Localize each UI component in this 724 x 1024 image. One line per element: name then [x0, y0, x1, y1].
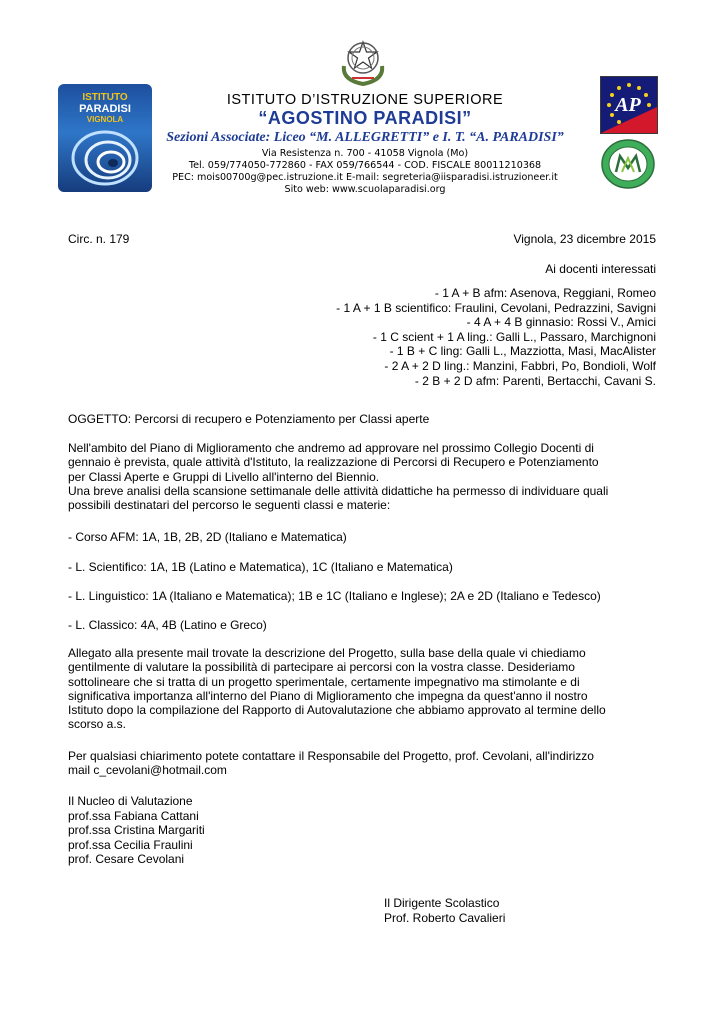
website-link[interactable]: Sito web: www.scuolaparadisi.org [284, 184, 446, 195]
recipients-title: Ai docenti interessati [545, 262, 656, 276]
paragraph-line: per Classi Aperte e Gruppi di Livello all'interno del Biennio. [68, 469, 380, 484]
spiral-staircase-icon [70, 128, 140, 186]
course-item: - Corso AFM: 1A, 1B, 2B, 2D (Italiano e Matematica) [68, 530, 347, 544]
signatory-line: prof. Cesare Cevolani [68, 852, 185, 867]
recipient-line: - 1 B + C ling: Galli L., Mazziotta, Masi, MacAlister [389, 344, 656, 359]
paragraph-line: possibili destinatari del percorso le seguenti classi e materie: [68, 498, 391, 513]
course-item: - L. Classico: 4A, 4B (Latino e Greco) [68, 618, 267, 632]
recipient-line: - 1 C scient + 1 A ling.: Galli L., Passaro, Marchignoni [372, 329, 656, 344]
email-line: PEC: mois00700g@pec.istruzione.it E-mail: segreteria@iisparadisi.istruzioneer.it [172, 172, 558, 183]
signatory-line: Il Nucleo di Valutazione [68, 794, 193, 808]
paragraph-line: mail c_cevolani@hotmail.com [68, 763, 227, 778]
logo-line-2: PARADISI [79, 103, 131, 115]
contact-paragraph [68, 749, 668, 778]
principal-name: Prof. Roberto Cavalieri [384, 911, 506, 925]
recipient-line: - 4 A + 4 B ginnasio: Rossi V., Amici [466, 315, 656, 330]
signatory-line: prof.ssa Cristina Margariti [68, 823, 205, 838]
phone-fax: Tel. 059/774050-772860 - FAX 059/766544 - COD. FISCALE 80011210368 [188, 160, 542, 171]
paragraph-line: Allegato alla presente mail trovate la descrizione del Progetto, sulla base della quale vi chiediamo [68, 646, 586, 660]
logo-line-3: VIGNOLA [86, 115, 124, 124]
course-item: - L. Scientifico: 1A, 1B (Latino e Matematica), 1C (Italiano e Matematica) [68, 560, 453, 574]
ap-eu-logo [600, 76, 658, 134]
intro-paragraph [68, 441, 668, 512]
paragraph-line: gennaio è prevista, quale attività d'Istituto, la realizzazione di Percorsi di Recupero e Potenziamento [68, 455, 599, 470]
paragraph-line: Per qualsiasi chiarimento potete contattare il Responsabile del Progetto, prof. Cevolani, all'indirizzo [68, 749, 594, 763]
address: Via Resistenza n. 700 - 41058 Vignola (Mo) [261, 148, 469, 159]
signatory-line: prof.ssa Cecilia Fraulini [68, 837, 193, 852]
ap-logo-text: AP [615, 94, 641, 116]
course-item: - L. Linguistico: 1A (Italiano e Matematica); 1B e 1C (Italiano e Inglese); 2A e 2D (Italiano e Tedesco) [68, 589, 601, 603]
paragraph-line: Una breve analisi della scansione settimanale delle attività didattiche ha permesso di individuare quali [68, 483, 609, 498]
recipient-line: - 1 A + B afm: Asenova, Reggiani, Romeo [434, 286, 656, 300]
attachment-paragraph [68, 646, 668, 732]
place-date: Vignola, 23 dicembre 2015 [513, 232, 656, 246]
paragraph-line: Istituto dopo la compilazione del Rapporto di Autovalutazione che abbiamo approvato al termine dello [68, 703, 606, 718]
recipient-line: - 2 B + 2 D afm: Parenti, Bertacchi, Cavani S. [414, 373, 656, 388]
circular-number: Circ. n. 179 [68, 232, 130, 246]
logo-line-1: ISTITUTO [82, 92, 128, 103]
eu-stars-icon [601, 77, 657, 133]
paragraph-line: sottolineare che si tratta di un progetto sperimentale, certamente impegnativo ma stimolante e di [68, 674, 580, 689]
signatory-line: prof.ssa Fabiana Cattani [68, 808, 199, 823]
istituto-paradisi-logo [58, 84, 152, 192]
recipient-line: - 1 A + 1 B scientifico: Fraulini, Cevolani, Pedrazzini, Savigni [336, 300, 656, 315]
signatories-block [68, 794, 668, 867]
principal-title: Il Dirigente Scolastico [384, 896, 500, 910]
paragraph-line: scorso a.s. [68, 717, 127, 732]
institute-name: “AGOSTINO PARADISI” [258, 108, 472, 128]
subject-line: OGGETTO: Percorsi di recupero e Potenziamento per Classi aperte [68, 412, 430, 426]
institute-type: ISTITUTO D’ISTRUZIONE SUPERIORE [226, 92, 504, 108]
italian-republic-emblem [340, 36, 386, 86]
paragraph-line: gentilmente di valutare la possibilità di partecipare ai percorsi con la vostra classe. Desideriamo [68, 660, 575, 675]
associated-sections: Sezioni Associate: Liceo “M. ALLEGRETTI” e I. T. “A. PARADISI” [166, 130, 564, 145]
ma-liceo-logo [600, 138, 656, 190]
paragraph-line: Nell'ambito del Piano di Miglioramento che andremo ad approvare nel prossimo Collegio Docenti di [68, 441, 594, 455]
recipient-line: - 2 A + 2 D ling.: Manzini, Fabbri, Po, Bondioli, Wolf [384, 358, 656, 373]
paragraph-line: significativa importanza all'interno del Piano di Miglioramento che impegna da quest'anno il nostro [68, 688, 588, 703]
recipients-list [336, 286, 656, 388]
